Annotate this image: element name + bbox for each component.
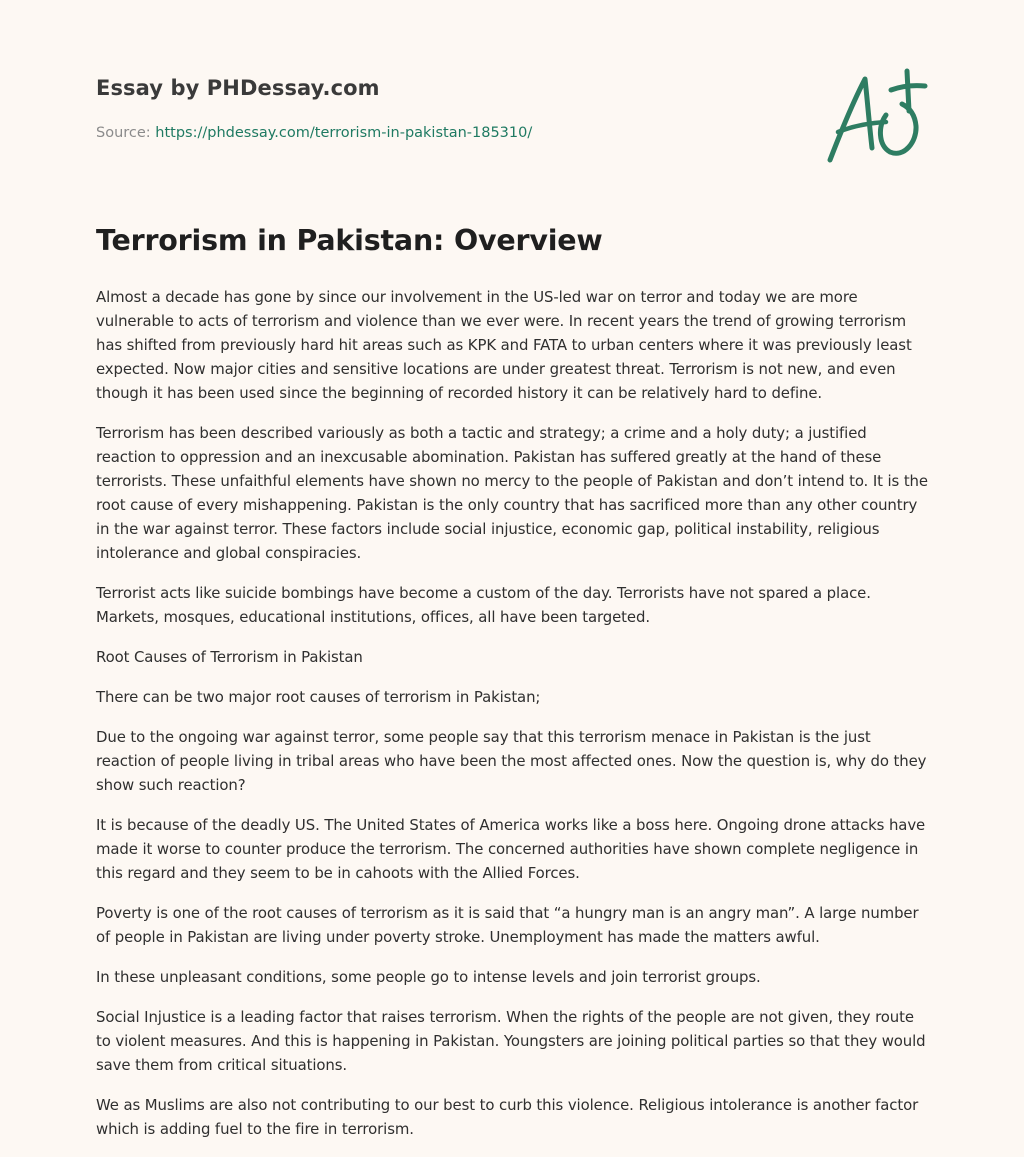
essay-paragraph: There can be two major root causes of terrorism in Pakistan; bbox=[96, 688, 541, 706]
site-title: Essay by PHDessay.com bbox=[96, 76, 380, 100]
essay-paragraph: It is because of the deadly US. The United States of America works like a boss here. Ongoing drone attacks have made it worse to counter produce the terrorism. The concerned authorities have shown complete negligence in this regard and they seem to be in cahoots with the Allied Forces. bbox=[96, 816, 926, 882]
essay-paragraph: Terrorism has been described variously as both a tactic and strategy; a crime and a holy duty; a justified reaction to oppression and an inexcusable abomination. Pakistan has suffered greatly at the hand of these terrorists. These unfaithful elements have shown no mercy to the people of Pakistan and don’t intend to. It is the root cause of every mishappening. Pakistan is the only country that has sacrificed more than any other country in the war against terror. These factors include social injustice, economic gap, political instability, religious intolerance and global conspiracies. bbox=[96, 424, 928, 562]
essay-paragraph: Terrorist acts like suicide bombings have become a custom of the day. Terrorists have not spared a place. Markets, mosques, educational institutions, offices, all have been targeted. bbox=[96, 584, 871, 626]
a-plus-logo-icon bbox=[820, 68, 930, 166]
essay-content bbox=[96, 285, 930, 1157]
essay-paragraph: Poverty is one of the root causes of terrorism as it is said that “a hungry man is an angry man”. A large number of people in Pakistan are living under poverty stroke. Unemployment has made the matters awful. bbox=[96, 904, 919, 946]
essay-title: Terrorism in Pakistan: Overview bbox=[96, 224, 603, 257]
source-line bbox=[96, 125, 532, 141]
essay-paragraph: Due to the ongoing war against terror, some people say that this terrorism menace in Pakistan is the just reaction of people living in tribal areas who have been the most affected ones. Now the question is, why do they show such reaction? bbox=[96, 728, 927, 794]
essay-paragraph: In these unpleasant conditions, some people go to intense levels and join terrorist groups. bbox=[96, 968, 761, 986]
essay-paragraph: We as Muslims are also not contributing to our best to curb this violence. Religious intolerance is another factor which is adding fuel to the fire in terrorism. bbox=[96, 1096, 919, 1138]
essay-paragraph: Social Injustice is a leading factor that raises terrorism. When the rights of the people are not given, they route to violent measures. And this is happening in Pakistan. Youngsters are joining political parties so that they would save them from critical situations. bbox=[96, 1008, 926, 1074]
source-link[interactable]: https://phdessay.com/terrorism-in-pakistan-185310/ bbox=[155, 125, 533, 141]
source-label: Source: bbox=[96, 125, 156, 141]
section-heading: Root Causes of Terrorism in Pakistan bbox=[96, 648, 363, 666]
essay-paragraph: Almost a decade has gone by since our involvement in the US-led war on terror and today we are more vulnerable to acts of terrorism and violence than we ever were. In recent years the trend of growing terrorism has shifted from previously hard hit areas such as KPK and FATA to urban centers where it was previously least expected. Now major cities and sensitive locations are under greatest threat. Terrorism is not new, and even though it has been used since the beginning of recorded history it can be relatively hard to define. bbox=[96, 288, 912, 402]
